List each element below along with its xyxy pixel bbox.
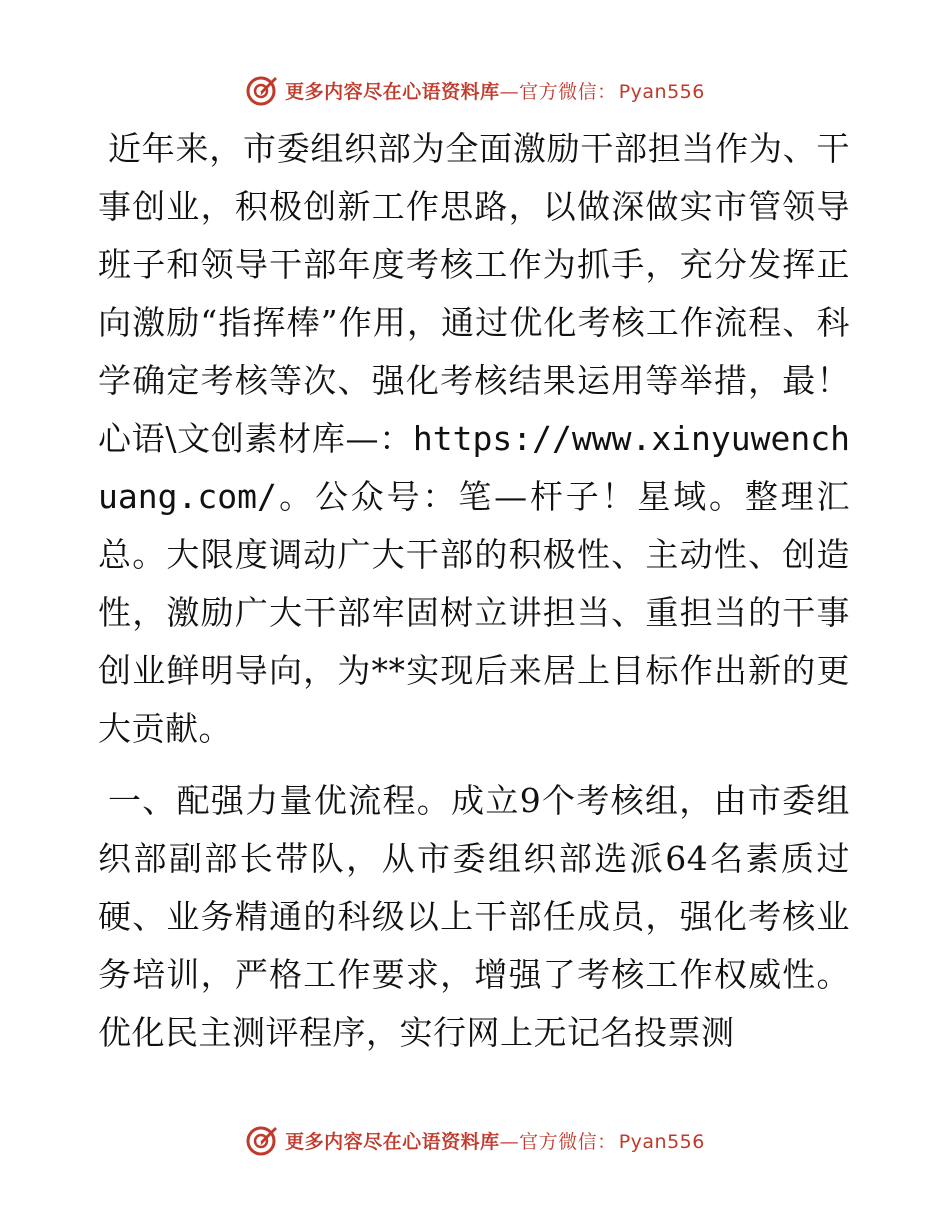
watermark-wechat-id: Pyan556 bbox=[618, 80, 705, 103]
watermark-wechat-id: Pyan556 bbox=[618, 1130, 705, 1153]
watermark-text bbox=[285, 77, 705, 104]
watermark-brand: 更多内容尽在心语资料库 bbox=[285, 1130, 500, 1153]
footer-watermark bbox=[0, 1120, 950, 1160]
watermark-separator: — bbox=[499, 80, 520, 103]
header-watermark bbox=[0, 70, 950, 110]
watermark-label: 官方微信： bbox=[519, 1130, 617, 1153]
watermark-label: 官方微信： bbox=[519, 80, 617, 103]
paragraph-section-one: 一、配强力量优流程。成立9个考核组，由市委组织部副部长带队，从市委组织部选派64名素质过硬、业务精通的科级以上干部任成员，强化考核业务培训，严格工作要求，增强了考核工作权威性。优化民主测评程序，实行网上无记名投票测 bbox=[98, 781, 850, 1052]
watermark-brand: 更多内容尽在心语资料库 bbox=[285, 80, 500, 103]
paragraph-intro-text: 近年来，市委组织部为全面激励干部担当作为、干事创业，积极创新工作思路，以做深做实市管领导班子和领导干部年度考核工作为抓手，充分发挥正向激励“指挥棒”作用，通过优化考核工作流程、科学确定考核等次、强化考核结果运用等举措，最！心语\文创素材库—： bbox=[98, 129, 850, 458]
pen-logo-icon bbox=[245, 73, 279, 107]
paragraph-intro bbox=[98, 120, 850, 758]
website-url: https://www.xinyuwenchuang.com/ bbox=[98, 419, 850, 516]
pen-logo-icon bbox=[245, 1123, 279, 1157]
paragraph-intro-continued: 。公众号：笔—杆子！星域。整理汇总。大限度调动广大干部的积极性、主动性、创造性，激励广大干部牢固树立讲担当、重担当的干事创业鲜明导向，为**实现后来居上目标作出新的更大贡献。 bbox=[98, 477, 850, 748]
watermark-separator: — bbox=[499, 1130, 520, 1153]
watermark-text bbox=[285, 1127, 705, 1154]
document-body bbox=[98, 120, 850, 1062]
